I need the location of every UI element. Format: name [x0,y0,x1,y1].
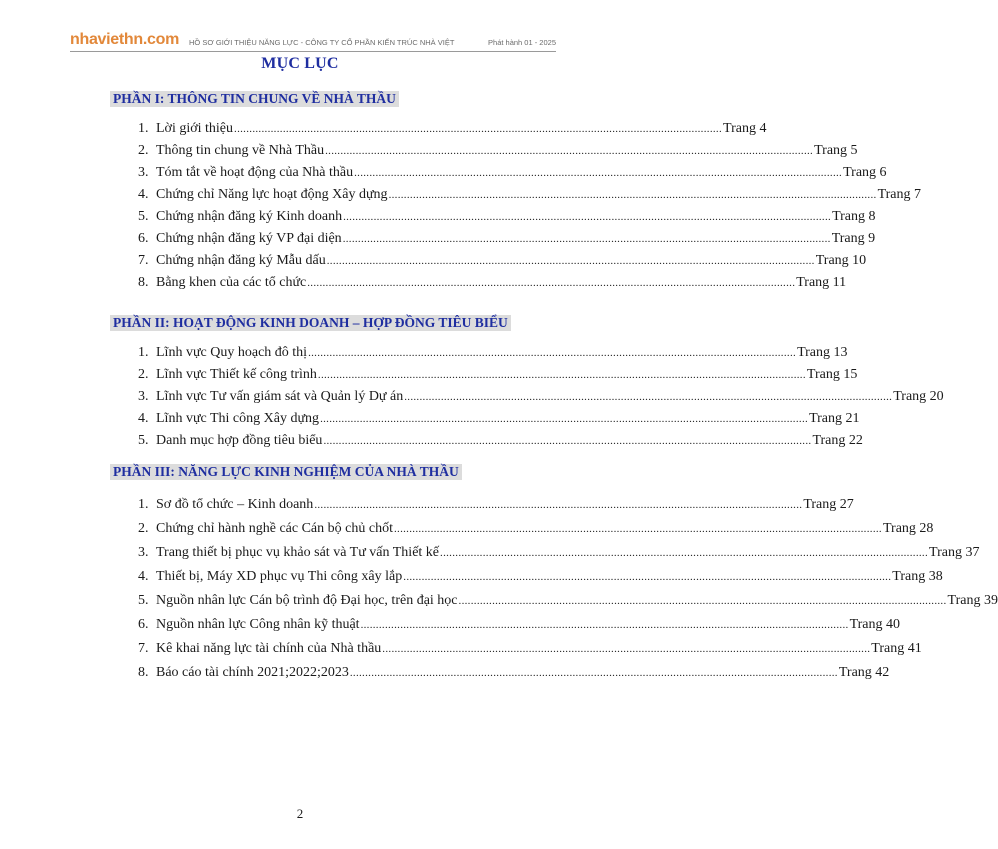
toc-item-number: 5. [138,593,149,608]
toc-item-number: 2. [138,367,149,382]
toc-item[interactable] [138,640,922,658]
toc-item-page: Trang 28 [882,521,934,536]
toc-item-page: Trang 21 [809,411,860,426]
section-heading-text: PHẦN II: HOẠT ĐỘNG KINH DOANH – HỢP ĐỒNG TIÊU BIỂU [110,315,511,331]
toc-item-number: 5. [138,433,149,448]
toc-item-label: Kê khai năng lực tài chính của Nhà thầu [156,641,382,656]
dot-leader: ................................................................................................................................................................ [440,547,929,559]
toc-item-page: Trang 20 [893,389,944,404]
dot-leader: ................................................................................................................................................................ [458,595,947,607]
toc-item-number: 7. [138,641,149,656]
toc-item-number: 3. [138,545,149,560]
section-heading-text: PHẦN I: THÔNG TIN CHUNG VỀ NHÀ THẦU [110,91,399,107]
toc-item-number: 1. [138,497,149,512]
toc-item-label: Chứng nhận đăng ký Mẫu dấu [156,253,326,268]
toc-item-label: Lĩnh vực Tư vấn giám sát và Quản lý Dự án [156,389,404,404]
toc-item-number: 3. [138,389,149,404]
toc-item-number: 2. [138,143,149,158]
toc-item-number: 8. [138,665,149,680]
toc-item[interactable] [138,252,867,270]
toc-item-page: Trang 7 [877,187,921,202]
toc-item-number: 4. [138,411,149,426]
toc-item[interactable] [138,142,858,160]
dot-leader: ................................................................................................................................................................ [307,277,796,289]
dot-leader: ................................................................................................................................................................ [308,347,797,359]
dot-leader: ................................................................................................................................................................ [343,211,832,223]
dot-leader: ................................................................................................................................................................ [360,619,849,631]
toc-item[interactable] [138,568,943,586]
dot-leader: ................................................................................................................................................................ [314,499,803,511]
dot-leader: ................................................................................................................................................................ [393,523,882,535]
toc-item[interactable] [138,208,876,226]
section-heading-2 [110,315,556,331]
toc-item[interactable] [138,274,847,292]
dot-leader: ................................................................................................................................................................ [320,413,809,425]
dot-leader: ................................................................................................................................................................ [325,145,814,157]
toc-item-label: Bằng khen của các tổ chức [156,275,307,290]
toc-item-label: Danh mục hợp đồng tiêu biểu [156,433,323,448]
toc-item[interactable] [138,230,876,248]
toc-item-page: Trang 27 [803,497,854,512]
toc-item-number: 7. [138,253,149,268]
toc-item-page: Trang 4 [723,121,767,136]
toc-item-page: Trang 41 [871,641,922,656]
toc-item-label: Chứng chỉ hành nghề các Cán bộ chủ chốt [156,521,393,536]
toc-item-page: Trang 42 [838,665,890,680]
toc-item-page: Trang 39 [947,593,998,608]
dot-leader: ................................................................................................................................................................ [342,233,831,245]
dot-leader: ................................................................................................................................................................ [349,667,838,679]
dot-leader: ................................................................................................................................................................ [234,123,723,135]
toc-item-label: Thông tin chung về Nhà Thầu [156,143,325,158]
toc-item-label: Lĩnh vực Thi công Xây dựng [156,411,320,426]
toc-item-label: Lĩnh vực Thiết kế công trình [156,367,317,382]
toc-item[interactable] [138,120,767,138]
toc-item[interactable] [138,366,858,384]
dot-leader: ................................................................................................................................................................ [403,571,892,583]
dot-leader: ................................................................................................................................................................ [354,167,843,179]
toc-item-page: Trang 22 [812,433,863,448]
toc-item-number: 4. [138,569,149,584]
toc-item-page: Trang 15 [806,367,858,382]
toc-item-number: 4. [138,187,149,202]
toc-item-number: 8. [138,275,149,290]
dot-leader: ................................................................................................................................................................ [323,435,812,447]
toc-item-number: 3. [138,165,149,180]
toc-item-page: Trang 13 [797,345,848,360]
toc-item-page: Trang 6 [843,165,887,180]
toc-item[interactable] [138,344,848,362]
section-heading-text: PHẦN III: NĂNG LỰC KINH NGHIỆM CỦA NHÀ THẦU [110,464,462,480]
dot-leader: ................................................................................................................................................................ [382,643,871,655]
document-title: HỒ SƠ GIỚI THIỆU NĂNG LỰC - CÔNG TY CỔ PHẦN KIẾN TRÚC NHÀ VIỆT [189,38,455,47]
toc-item-number: 5. [138,209,149,224]
toc-item-label: Chứng nhận đăng ký VP đại diện [156,231,342,246]
toc-item[interactable] [138,388,944,406]
toc-item-label: Lĩnh vực Quy hoạch đô thị [156,345,308,360]
toc-item-page: Trang 11 [796,275,847,290]
toc-item-label: Nguồn nhân lực Công nhân kỹ thuật [156,617,360,632]
toc-item-label: Thiết bị, Máy XD phục vụ Thi công xây lắp [156,569,403,584]
toc-item-page: Trang 38 [892,569,943,584]
toc-item-label: Nguồn nhân lực Cán bộ trình độ Đại học, trên đại học [156,593,458,608]
toc-item-label: Trang thiết bị phục vụ khảo sát và Tư vấn Thiết kế [156,545,440,560]
dot-leader: ................................................................................................................................................................ [326,255,815,267]
toc-item-label: Chứng chỉ Năng lực hoạt động Xây dựng [156,187,388,202]
toc-item-number: 1. [138,121,149,136]
toc-item[interactable] [138,496,854,514]
toc-item[interactable] [138,544,980,562]
toc-item-page: Trang 9 [831,231,876,246]
toc-item[interactable] [138,616,900,634]
page-header [70,28,556,52]
dot-leader: ................................................................................................................................................................ [404,391,893,403]
section-heading-3 [110,464,556,480]
dot-leader: ................................................................................................................................................................ [317,369,806,381]
toc-title: MỤC LỤC [261,55,339,72]
toc-item-label: Báo cáo tài chính 2021;2022;2023 [156,665,349,680]
toc-item-page: Trang 10 [815,253,867,268]
toc-item-page: Trang 40 [849,617,900,632]
toc-item-number: 6. [138,231,149,246]
toc-item[interactable] [138,164,887,182]
toc-item[interactable] [138,520,934,538]
toc-item[interactable] [138,664,890,682]
toc-item-number: 6. [138,617,149,632]
toc-item[interactable] [138,186,921,204]
brand-logo[interactable]: nhaviethn.com [70,31,180,48]
toc-item-page: Trang 8 [832,209,876,224]
toc-item[interactable] [138,432,863,450]
toc-item-label: Lời giới thiệu [156,121,234,136]
section-heading-1 [110,91,556,107]
toc-item[interactable] [138,410,860,428]
toc-item-page: Trang 5 [814,143,858,158]
toc-item-number: 2. [138,521,149,536]
toc-item[interactable] [138,592,998,610]
toc-item-label: Tóm tắt về hoạt động của Nhà thầu [156,165,354,180]
toc-item-label: Sơ đồ tổ chức – Kinh doanh [156,497,314,512]
release-info: Phát hành 01 - 2025 [488,38,556,47]
dot-leader: ................................................................................................................................................................ [388,189,877,201]
page-number: 2 [296,806,304,821]
toc-item-page: Trang 37 [929,545,980,560]
toc-item-number: 1. [138,345,149,360]
toc-item-label: Chứng nhận đăng ký Kinh doanh [156,209,343,224]
